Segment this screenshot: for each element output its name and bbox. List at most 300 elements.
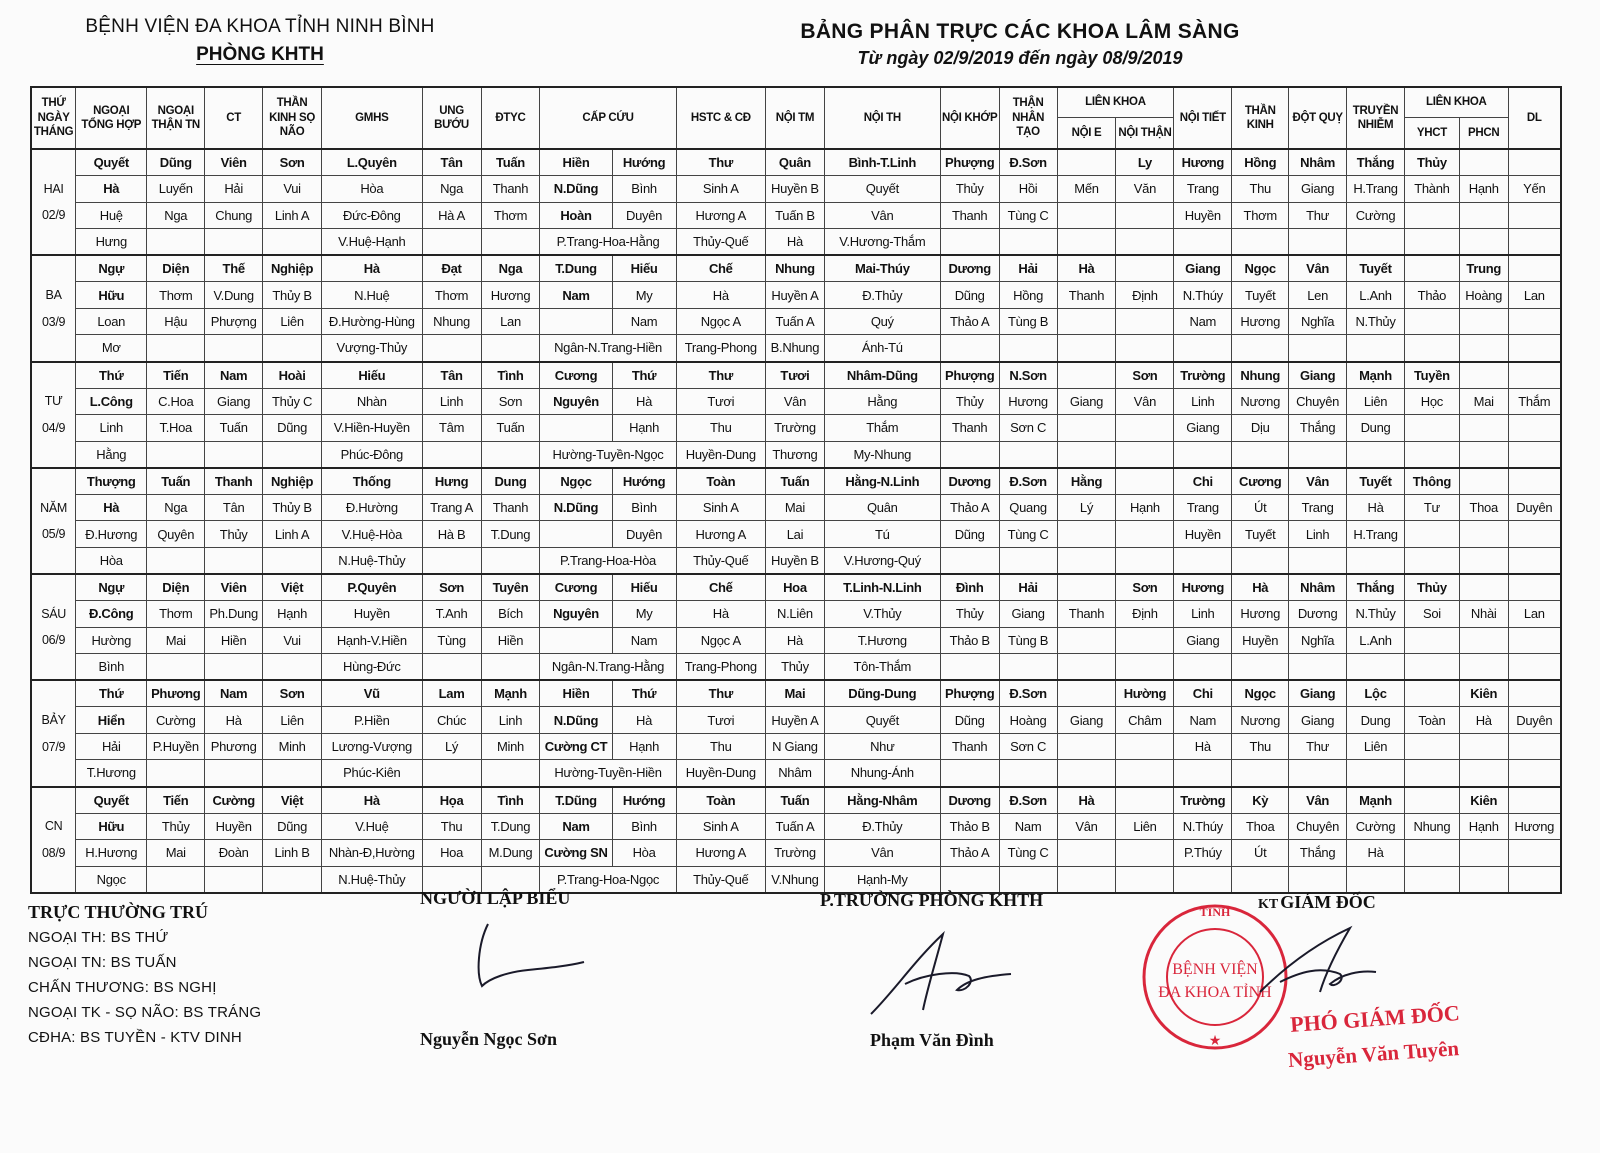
table-cell: Việt (263, 574, 322, 601)
table-cell (999, 760, 1057, 787)
table-cell: Hưng (422, 468, 481, 495)
table-cell: Hà (1459, 707, 1508, 734)
table-cell: Hương (1232, 308, 1289, 335)
table-cell: Nhài (1459, 601, 1508, 628)
table-cell: N.Huệ-Thủy (322, 866, 423, 893)
footer (0, 888, 1600, 1152)
date-cell: 08/9 (31, 840, 76, 867)
table-cell: Vân (824, 202, 940, 229)
table-cell (422, 229, 481, 256)
table-cell: Hướng (612, 468, 676, 495)
table-cell: Đức-Đông (322, 202, 423, 229)
table-cell: Sơn C (999, 415, 1057, 442)
table-cell: Ngọc (1232, 680, 1289, 707)
table-cell: Nam (1174, 308, 1232, 335)
date-cell: 05/9 (31, 521, 76, 548)
table-cell: Cường CT (540, 733, 612, 760)
table-cell: Phúc-Kiên (322, 760, 423, 787)
table-cell: Nam (205, 680, 263, 707)
table-cell: Hà (76, 494, 147, 521)
table-cell: Lý (1057, 494, 1116, 521)
table-cell: Chúc (422, 707, 481, 734)
table-cell (147, 654, 205, 681)
table-cell: Hà (1174, 733, 1232, 760)
date-cell (31, 547, 76, 574)
table-cell: Thủy (940, 388, 999, 415)
vice-director-name: Nguyễn Văn Tuyên (1287, 1036, 1460, 1072)
table-cell (1508, 335, 1561, 362)
table-cell: Hiền (481, 627, 540, 654)
table-cell: Lam (422, 680, 481, 707)
table-cell (1174, 547, 1232, 574)
table-cell (1459, 202, 1508, 229)
table-cell: Trường (1174, 362, 1232, 389)
table-cell: Mơ (76, 335, 147, 362)
table-cell (1057, 627, 1116, 654)
table-cell: Hiền (540, 680, 612, 707)
table-cell: P.Trang-Hoa-Hằng (540, 229, 676, 256)
table-cell: Vân (1289, 255, 1347, 282)
table-cell: Thoa (1459, 494, 1508, 521)
table-cell (1508, 308, 1561, 335)
table-cell: H.Hương (76, 840, 147, 867)
table-cell (1057, 308, 1116, 335)
table-cell: Linh A (263, 521, 322, 548)
table-cell (205, 335, 263, 362)
table-cell (1232, 335, 1289, 362)
table-row (31, 547, 1561, 574)
table-cell: Thế (205, 255, 263, 282)
table-row (31, 282, 1561, 309)
table-cell (1347, 760, 1405, 787)
table-cell: Tuyền (1404, 362, 1459, 389)
table-cell (1116, 441, 1174, 468)
table-cell: Quang (999, 494, 1057, 521)
table-cell: Lai (765, 521, 824, 548)
date-cell: BA (31, 282, 76, 309)
table-cell (1404, 627, 1459, 654)
table-cell: V.Dung (205, 282, 263, 309)
table-cell (1459, 840, 1508, 867)
table-cell: Linh (422, 388, 481, 415)
date-cell (31, 654, 76, 681)
table-cell: Nhâm (1289, 574, 1347, 601)
table-cell: Hương (1174, 574, 1232, 601)
table-cell: Huyền A (765, 707, 824, 734)
table-cell: Hùng-Đức (322, 654, 423, 681)
seal-line-1: BỆNH VIỆN (1172, 961, 1258, 978)
table-cell: Quyết (824, 707, 940, 734)
table-cell (1116, 468, 1174, 495)
table-cell (1289, 441, 1347, 468)
table-cell: Thơm (422, 282, 481, 309)
table-cell: Giang (1057, 707, 1116, 734)
table-cell: P.Quyên (322, 574, 423, 601)
table-cell: Hương (1174, 149, 1232, 176)
table-cell: Hà A (422, 202, 481, 229)
table-cell (1508, 202, 1561, 229)
table-cell: Viên (205, 149, 263, 176)
date-cell: 04/9 (31, 415, 76, 442)
table-cell (1232, 866, 1289, 893)
table-cell: N.Thúy (1174, 813, 1232, 840)
table-cell: Phượng (940, 362, 999, 389)
col-header-capcuu: CẤP CỨU (540, 87, 676, 149)
table-cell: Quân (824, 494, 940, 521)
table-cell: Tuyết (1232, 282, 1289, 309)
date-cell: 06/9 (31, 627, 76, 654)
table-cell: Thảo A (940, 308, 999, 335)
table-cell: Hoài (263, 362, 322, 389)
table-cell: Việt (263, 787, 322, 814)
table-cell: Nguyên (540, 388, 612, 415)
table-cell: Sơn (481, 388, 540, 415)
table-row (31, 255, 1561, 282)
table-cell (1057, 680, 1116, 707)
table-cell: Liên (263, 308, 322, 335)
table-cell: Thư (1289, 733, 1347, 760)
table-cell: Hoa (765, 574, 824, 601)
table-cell: Trang A (422, 494, 481, 521)
col-header-noitiet: NỘI TIẾT (1174, 87, 1232, 149)
table-cell: Nga (422, 176, 481, 203)
table-cell (1057, 229, 1116, 256)
table-cell: Tuyết (1347, 468, 1405, 495)
table-cell: Hằng-Nhâm (824, 787, 940, 814)
table-row (31, 813, 1561, 840)
table-cell: Thơm (1232, 202, 1289, 229)
table-cell (1116, 521, 1174, 548)
duty-line: NGOẠI TH: BS THỨ (28, 929, 169, 946)
table-cell: Ngọc A (676, 627, 765, 654)
table-cell: Nhung-Ánh (824, 760, 940, 787)
table-cell: Quý (824, 308, 940, 335)
table-cell: Hà (765, 627, 824, 654)
table-cell (481, 229, 540, 256)
table-cell (1174, 441, 1232, 468)
table-cell: Dương (940, 787, 999, 814)
table-cell: Toàn (1404, 707, 1459, 734)
table-cell: Thu (676, 733, 765, 760)
table-cell: Liên (263, 707, 322, 734)
table-cell: V.Huệ-Hạnh (322, 229, 423, 256)
table-cell: Dũng (940, 282, 999, 309)
table-cell: Hiển (76, 707, 147, 734)
table-cell (263, 760, 322, 787)
table-cell (1459, 335, 1508, 362)
table-cell (1508, 415, 1561, 442)
table-cell: Dũng (263, 415, 322, 442)
col-header-gmhs: GMHS (322, 87, 423, 149)
table-cell: Định (1116, 282, 1174, 309)
table-cell: T.Hoa (147, 415, 205, 442)
table-cell: Thủy (205, 521, 263, 548)
table-cell: Cương (1232, 468, 1289, 495)
table-row (31, 441, 1561, 468)
table-cell: Thảo A (940, 494, 999, 521)
duty-line: NGOẠI TN: BS TUẤN (28, 954, 177, 971)
table-cell: Lan (1508, 601, 1561, 628)
table-cell: Ngọc (76, 866, 147, 893)
col-header-noie: NỘI E (1057, 117, 1116, 149)
table-cell: Thanh (481, 176, 540, 203)
table-cell: P.Hiền (322, 707, 423, 734)
table-cell: Thanh (205, 468, 263, 495)
table-cell: Tư (1404, 494, 1459, 521)
table-cell: V.Thủy (824, 601, 940, 628)
table-cell: Đình (940, 574, 999, 601)
table-cell: Lan (1508, 282, 1561, 309)
table-cell (1404, 787, 1459, 814)
table-row (31, 574, 1561, 601)
table-cell: Linh (481, 707, 540, 734)
table-cell (1508, 468, 1561, 495)
table-cell: Hương (481, 282, 540, 309)
table-row (31, 601, 1561, 628)
table-cell (263, 335, 322, 362)
date-cell: HAI (31, 176, 76, 203)
table-cell (1057, 149, 1116, 176)
table-cell: Huyền (205, 813, 263, 840)
table-cell: Hương (1232, 601, 1289, 628)
table-cell (540, 521, 612, 548)
table-cell: M.Dung (481, 840, 540, 867)
table-cell: Hà B (422, 521, 481, 548)
table-cell: Tươi (676, 388, 765, 415)
table-cell (1459, 441, 1508, 468)
table-cell: Hữu (76, 282, 147, 309)
table-cell: Hà (676, 601, 765, 628)
table-cell: V.Hiền-Huyền (322, 415, 423, 442)
table-cell (205, 547, 263, 574)
table-cell (1289, 760, 1347, 787)
date-cell (31, 229, 76, 256)
table-cell: Mai (147, 840, 205, 867)
table-cell: Diện (147, 255, 205, 282)
col-header-thankinh: THẦN KINH (1232, 87, 1289, 149)
table-cell: Trang (1174, 494, 1232, 521)
table-cell: Luyến (147, 176, 205, 203)
table-cell: Kiên (1459, 787, 1508, 814)
table-cell: Sơn (263, 149, 322, 176)
table-cell: Hà (322, 787, 423, 814)
table-cell: Bình (612, 176, 676, 203)
table-cell: Lan (481, 308, 540, 335)
table-cell: P.Trang-Hoa-Hòa (540, 547, 676, 574)
table-cell (999, 547, 1057, 574)
table-cell: Nhàn (322, 388, 423, 415)
table-cell: Trường (1174, 787, 1232, 814)
table-cell: Thu (1232, 733, 1289, 760)
table-cell: Hoàn (540, 202, 612, 229)
table-cell: Diện (147, 574, 205, 601)
table-cell: Văn (1116, 176, 1174, 203)
table-cell: Châm (1116, 707, 1174, 734)
table-cell: Quyên (147, 521, 205, 548)
table-cell (1116, 627, 1174, 654)
table-cell (1508, 840, 1561, 867)
table-cell (1459, 521, 1508, 548)
table-cell: Viên (205, 574, 263, 601)
table-cell: Dũng (263, 813, 322, 840)
table-cell: Len (1289, 282, 1347, 309)
table-cell: Trung (1459, 255, 1508, 282)
table-cell: Phương (205, 733, 263, 760)
table-cell (422, 547, 481, 574)
table-cell (1404, 415, 1459, 442)
table-cell: Chế (676, 574, 765, 601)
table-cell: Nam (540, 282, 612, 309)
table-cell: Linh (1289, 521, 1347, 548)
table-cell: Tuấn (147, 468, 205, 495)
table-cell: Nam (205, 362, 263, 389)
table-cell (1057, 840, 1116, 867)
table-cell: T.Linh-N.Linh (824, 574, 940, 601)
table-cell: Hà (1057, 787, 1116, 814)
col-header-lienkhoa-1: LIÊN KHOA (1057, 87, 1174, 117)
resident-duty-block (28, 902, 261, 1054)
table-row (31, 468, 1561, 495)
table-cell: N.Huệ (322, 282, 423, 309)
table-cell: Toàn (676, 468, 765, 495)
table-cell: Hà (765, 229, 824, 256)
table-cell: Thư (1289, 202, 1347, 229)
table-cell (1174, 654, 1232, 681)
table-cell: Tình (481, 362, 540, 389)
table-cell (1459, 733, 1508, 760)
table-cell: Ngọc (1232, 255, 1289, 282)
table-cell: V.Hương-Quý (824, 547, 940, 574)
table-cell (422, 441, 481, 468)
deputy-head-signature (865, 930, 1015, 1020)
table-cell: Dung (481, 468, 540, 495)
table-cell: Hướng (612, 149, 676, 176)
table-cell (1232, 760, 1289, 787)
table-cell: P.Huyền (147, 733, 205, 760)
table-cell: Hương (999, 388, 1057, 415)
table-cell: Mai (765, 680, 824, 707)
col-header-ct: CT (205, 87, 263, 149)
table-cell: Tươi (765, 362, 824, 389)
table-cell (940, 547, 999, 574)
table-cell: Trang (1289, 494, 1347, 521)
table-cell: Nam (540, 813, 612, 840)
table-cell (540, 415, 612, 442)
table-cell: Huyền B (765, 547, 824, 574)
table-cell (1508, 866, 1561, 893)
table-cell: Mến (1057, 176, 1116, 203)
date-cell (31, 335, 76, 362)
table-cell: Phượng (940, 149, 999, 176)
table-cell: My-Nhung (824, 441, 940, 468)
table-cell: Tùng C (999, 840, 1057, 867)
table-cell: Ánh-Tú (824, 335, 940, 362)
table-cell: Tuấn (481, 149, 540, 176)
table-cell: Lương-Vượng (322, 733, 423, 760)
table-row (31, 521, 1561, 548)
table-cell: Thứ (612, 362, 676, 389)
table-cell: Chi (1174, 468, 1232, 495)
table-cell (1057, 733, 1116, 760)
table-cell (1459, 654, 1508, 681)
table-cell: Liên (1347, 388, 1405, 415)
table-cell: Giang (1057, 388, 1116, 415)
table-row (31, 654, 1561, 681)
table-cell: Linh A (263, 202, 322, 229)
table-cell (263, 654, 322, 681)
table-cell: Thủy B (263, 282, 322, 309)
duty-line: CĐHA: BS TUYỀN - KTV DINH (28, 1029, 242, 1046)
table-cell: Tuấn B (765, 202, 824, 229)
table-cell: Trường (765, 840, 824, 867)
table-cell: Út (1232, 840, 1289, 867)
table-cell: Sơn (263, 680, 322, 707)
director-prefix: KT (1258, 897, 1279, 912)
table-cell: Duyên (1508, 707, 1561, 734)
table-cell: Minh (481, 733, 540, 760)
table-cell: Hương A (676, 202, 765, 229)
table-cell: Hương (1508, 813, 1561, 840)
table-cell: Hường (1116, 680, 1174, 707)
table-cell: P.Trang-Hoa-Ngọc (540, 866, 676, 893)
table-cell (940, 335, 999, 362)
table-cell: Hà (612, 707, 676, 734)
table-cell (1404, 680, 1459, 707)
vice-director-title: PHÓ GIÁM ĐỐC (1289, 1000, 1461, 1037)
table-cell: Thứ (76, 362, 147, 389)
table-cell: Liên (1116, 813, 1174, 840)
table-cell: L.Anh (1347, 627, 1405, 654)
col-header-noitm: NỘI TM (765, 87, 824, 149)
table-cell: Nhâm (765, 760, 824, 787)
seal-line-2: ĐA KHOA TỈNH (1158, 984, 1272, 1001)
table-cell (481, 441, 540, 468)
table-cell: Thư (676, 149, 765, 176)
table-cell: Hiền (540, 149, 612, 176)
table-cell: Dịu (1232, 415, 1289, 442)
table-cell: Ph.Dung (205, 601, 263, 628)
preparer-name: Nguyễn Ngọc Sơn (420, 1029, 557, 1049)
table-cell: Hồng (1232, 149, 1289, 176)
table-cell: Hiếu (612, 255, 676, 282)
table-cell: N.Dũng (540, 494, 612, 521)
table-row (31, 149, 1561, 176)
table-cell: Nương (1232, 707, 1289, 734)
table-cell: Nhàn-Đ,Hường (322, 840, 423, 867)
col-header-dotquy: ĐỘT QUỴ (1289, 87, 1347, 149)
table-cell: Thủy C (263, 388, 322, 415)
table-cell (1404, 441, 1459, 468)
table-cell (1057, 362, 1116, 389)
table-cell: Vui (263, 176, 322, 203)
hospital-header (40, 16, 480, 66)
table-row (31, 176, 1561, 203)
table-cell: Quyết (76, 149, 147, 176)
table-cell: Thư (676, 362, 765, 389)
table-cell: Sơn (422, 574, 481, 601)
table-cell (1459, 574, 1508, 601)
table-cell: Giang (1289, 680, 1347, 707)
table-cell: Nga (147, 494, 205, 521)
table-cell: Dũng (940, 707, 999, 734)
table-cell (1116, 255, 1174, 282)
table-cell (1404, 308, 1459, 335)
col-header-ngoai-tn: NGOẠI THẬN TN (147, 87, 205, 149)
duty-line: NGOẠI TK - SỌ NÃO: BS TRÁNG (28, 1004, 262, 1021)
table-cell (1508, 760, 1561, 787)
roster-body (31, 149, 1561, 893)
table-cell: Hà (1232, 574, 1289, 601)
